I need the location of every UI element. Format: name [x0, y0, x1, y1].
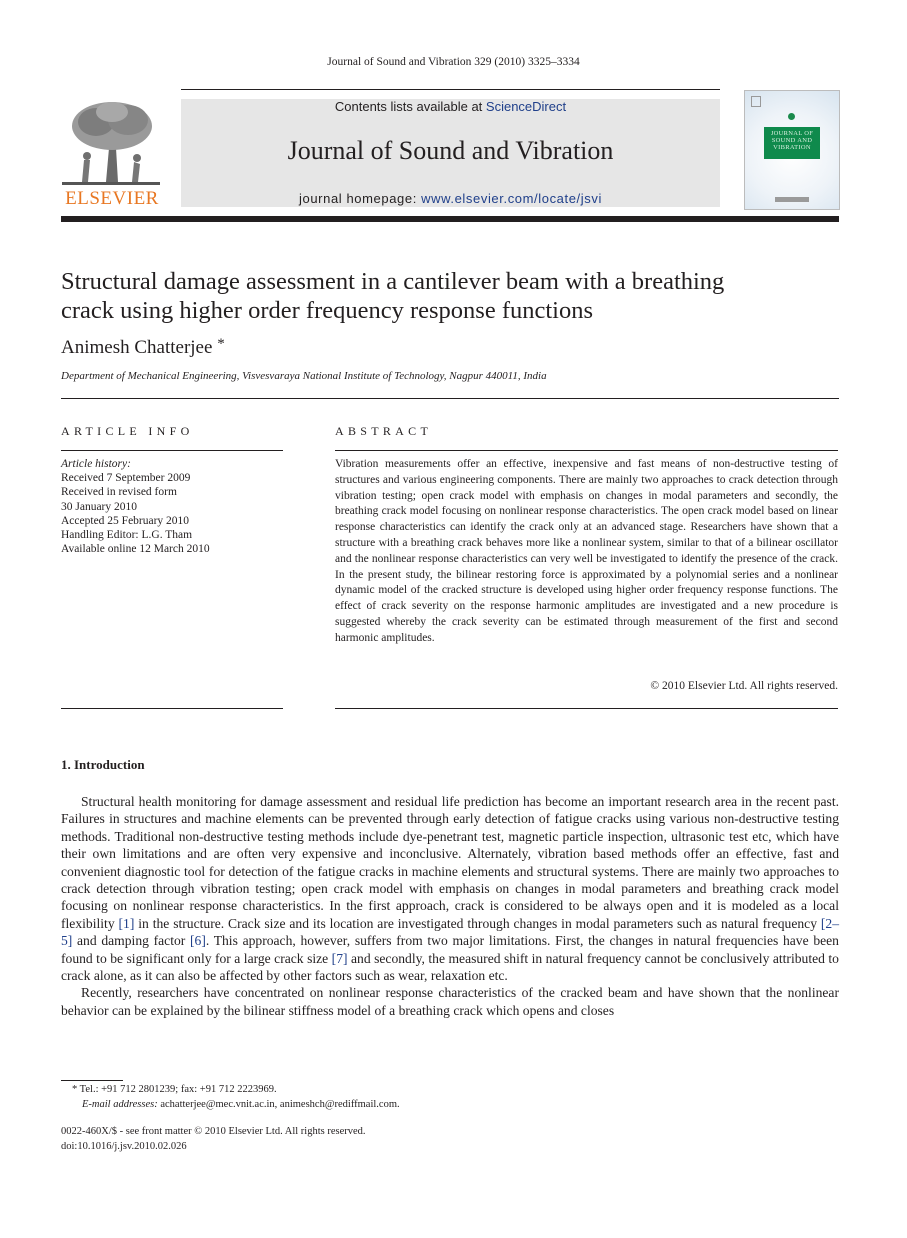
footnote-tel: * Tel.: +91 712 2801239; fax: +91 712 2223969. — [72, 1084, 277, 1095]
cover-footer-mark — [775, 197, 809, 202]
header-divider — [61, 216, 839, 222]
reference-link[interactable]: [6] — [190, 933, 206, 949]
sciencedirect-link[interactable]: ScienceDirect — [485, 99, 567, 114]
email-addresses[interactable]: achatterjee@mec.vnit.ac.in, animeshch@rediffmail.com. — [157, 1099, 400, 1110]
journal-citation: Journal of Sound and Vibration 329 (2010) 3325–3334 — [327, 56, 580, 68]
banner-top-rule — [181, 89, 720, 90]
abstract-heading: ABSTRACT — [335, 424, 433, 438]
abstract-rule — [335, 450, 838, 451]
article-history-line: Accepted 25 February 2010 — [61, 514, 190, 527]
paragraph: Recently, researchers have concentrated on nonlinear response characteristics of the cracked beam and have shown that the nonlinear behavior can be explained by the bilinear stiffness model of a breathing crack which opens and closes — [61, 985, 839, 1018]
author — [61, 336, 225, 359]
doi-line[interactable]: doi:10.1016/j.jsv.2010.02.026 — [61, 1141, 187, 1152]
article-history-line: 30 January 2010 — [61, 500, 138, 513]
article-history-line: Received 7 September 2009 — [61, 472, 191, 485]
footnote-rule — [61, 1080, 123, 1081]
abstract-text: Vibration measurements offer an effective, inexpensive and fast means of non-destructive testing of structures and various engineering components. There are mainly two approaches to crack detection through vibration testing; open crack model with emphasis on changes in modal parameters and secondly, the breathing crack model focusing on nonlinear response characteristics. The open crack model based on linear response characteristics can identify the crack only at an advanced stage. Researchers have shown that a structure with a breathing crack behaves more like a nonlinear system, similar to that of a bilinear oscillator and the nonlinear response characteristics can very well be investigated to identify the presence of the crack. In the present study, the bilinear restoring force is approximated by a polynomial series and a nonlinear dynamic model of the cracked structure is developed using higher order frequency response functions. The effect of crack severity on the response harmonic amplitudes are investigated and a new procedure is suggested whereby the crack severity can be estimated through measurement of the first and second harmonic amplitudes. — [335, 458, 838, 644]
paper-title-line: Structural damage assessment in a cantilever beam with a breathing — [61, 268, 725, 295]
section-divider — [61, 398, 839, 399]
paragraph — [61, 793, 839, 984]
cover-publisher-logo — [751, 96, 761, 107]
article-info-rule — [61, 450, 283, 451]
abstract-copyright: © 2010 Elsevier Ltd. All rights reserved. — [650, 680, 838, 692]
introduction-body — [61, 793, 839, 1019]
text-run: in the structure. Crack size and its location are investigated through changes in modal parameters such as natural frequency — [134, 915, 821, 931]
text-run: Structural health monitoring for damage assessment and residual life prediction has become an important research area in the recent past. Failures in structures and machine elements can be prevented through early detection of fatigue cracks using various non-destructive testing methods. Traditional non-destructive testing methods include dye-penetrant test, magnetic particle inspection, ultrasonic test etc, which have their own limitations and are often very expensive and inconclusive. Alternately, vibration based methods offer an effective, fast and convenient diagnostic tool for detection of the fatigue cracks in machine elements and structural systems. There are mainly two approaches to crack detection through vibration testing; open crack model with emphasis on changes in modal parameters and breathing crack model focusing on nonlinear response characteristics. In the first approach, crack is considered to be always open and it is modeled as a local flexibility — [61, 794, 839, 931]
affiliation: Department of Mechanical Engineering, Visvesvaraya National Institute of Technology, Nagpur 440011, India — [61, 370, 547, 382]
footnote-email — [82, 1099, 400, 1110]
cover-emblem-icon — [788, 113, 795, 120]
reference-link[interactable]: [7] — [331, 950, 348, 966]
author-name: Animesh Chatterjee — [61, 337, 213, 358]
section-heading-introduction: 1. Introduction — [61, 757, 145, 772]
journal-title: Journal of Sound and Vibration — [287, 136, 614, 165]
cover-title-block: JOURNAL OF SOUND AND VIBRATION — [764, 127, 820, 159]
journal-cover-thumbnail[interactable] — [744, 90, 840, 210]
email-label: E-mail addresses: — [82, 1099, 158, 1110]
paper-title — [61, 267, 851, 325]
article-history — [61, 457, 210, 556]
reference-link[interactable]: [2–5] — [61, 915, 839, 949]
contents-prefix: Contents lists available at — [334, 99, 486, 114]
journal-homepage — [181, 191, 720, 206]
article-history-line: Available online 12 March 2010 — [61, 543, 210, 556]
text-run: and secondly, the measured shift in natural frequency cannot be conclusively attributed to crack alone, as it can also be affected by other factors such as wear, relaxation etc. — [61, 950, 839, 984]
contents-line — [181, 99, 720, 114]
paper-title-line: crack using higher order frequency response functions — [61, 297, 594, 324]
abstract-bottom-rule — [335, 708, 838, 709]
article-history-line: Received in revised form — [61, 486, 177, 499]
article-history-label: Article history: — [61, 458, 131, 470]
corresponding-author-mark[interactable]: * — [217, 336, 225, 352]
elsevier-tree-icon — [62, 98, 160, 188]
article-info-bottom-rule — [61, 708, 283, 709]
reference-link[interactable]: [1] — [118, 915, 135, 931]
elsevier-logo[interactable] — [60, 98, 164, 210]
article-info-heading: ARTICLE INFO — [61, 424, 194, 438]
elsevier-wordmark: ELSEVIER — [65, 188, 159, 209]
homepage-prefix: journal homepage: — [299, 191, 422, 206]
text-run: and damping factor — [72, 933, 190, 949]
issn-line: 0022-460X/$ - see front matter © 2010 Elsevier Ltd. All rights reserved. — [61, 1126, 366, 1137]
text-run: . This approach, however, suffers from two major limitations. First, the changes in natural frequencies have been found to be significant only for a large crack size — [61, 933, 839, 966]
homepage-link[interactable]: www.elsevier.com/locate/jsvi — [421, 191, 602, 206]
article-history-line: Handling Editor: L.G. Tham — [61, 529, 193, 542]
